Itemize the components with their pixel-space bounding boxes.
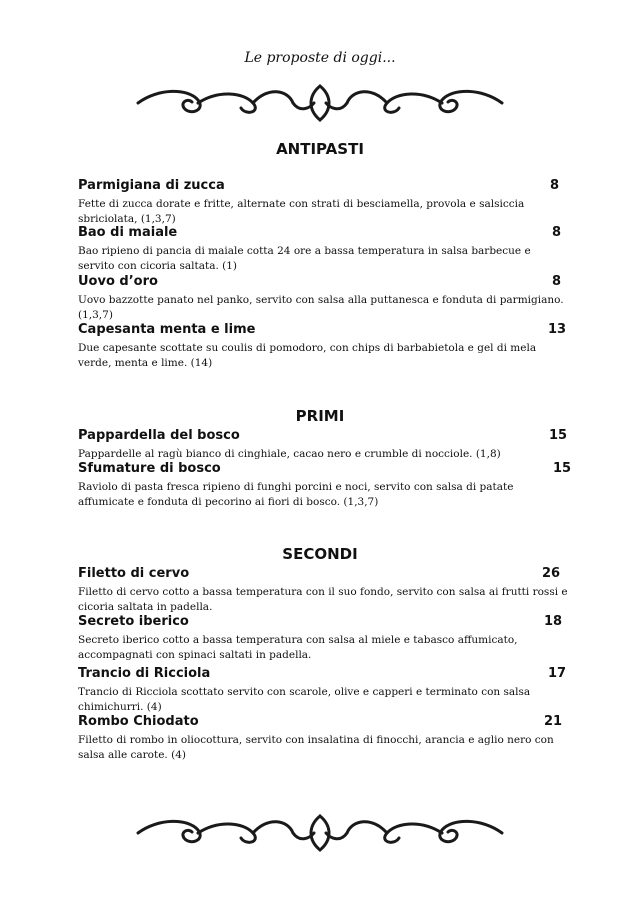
menu-item <box>78 714 568 763</box>
menu-item <box>78 461 572 510</box>
item-description: Trancio di Ricciola scottato servito con scarole, olive e capperi e terminato con salsa chimichurri. (4) <box>78 686 531 713</box>
item-description: Filetto di rombo in oliocottura, servito con insalatina di finocchi, arancia e aglio nero con salsa alle carote. (4) <box>78 734 554 761</box>
flourish-ornament-bottom <box>128 808 512 858</box>
menu-item <box>78 178 568 227</box>
item-price: 15 <box>553 461 572 476</box>
section-title-primi: PRIMI <box>295 407 345 425</box>
item-name: Rombo Chiodato <box>78 714 199 729</box>
menu-item <box>78 274 568 323</box>
menu-item <box>78 225 568 274</box>
item-name: Bao di maiale <box>78 225 178 240</box>
section-title-secondi: SECONDI <box>282 545 358 563</box>
item-price: 8 <box>550 178 560 193</box>
item-description: Secreto iberico cotto a bassa temperatura con salsa al miele e tabasco affumicato, accompagnati con spinaci saltati in padella. <box>78 634 518 661</box>
item-name: Filetto di cervo <box>78 566 190 581</box>
item-price: 15 <box>549 428 568 443</box>
item-description: Due capesante scottate su coulis di pomodoro, con chips di barbabietola e gel di mela verde, menta e lime. (14) <box>78 342 537 369</box>
menu-item <box>78 322 568 371</box>
menu-item <box>78 614 568 663</box>
item-description: Raviolo di pasta fresca ripieno di funghi porcini e noci, servito con salsa di patate affumicate e fonduta di pecorino ai fiori di bosco. (1,3,7) <box>78 481 514 508</box>
item-description: Pappardelle al ragù bianco di cinghiale, cacao nero e crumble di nocciole. (1,8) <box>78 448 501 460</box>
section-title-antipasti: ANTIPASTI <box>276 140 364 158</box>
menu-item <box>78 566 568 615</box>
item-price: 8 <box>552 225 562 240</box>
item-price: 18 <box>544 614 563 629</box>
menu-subtitle: Le proposte di oggi... <box>244 50 396 66</box>
item-description: Uovo bazzotte panato nel panko, servito con salsa alla puttanesca e fonduta di parmigiano. (1,3,7) <box>78 294 564 321</box>
item-price: 8 <box>552 274 562 289</box>
menu-item <box>78 666 568 715</box>
item-price: 17 <box>548 666 567 681</box>
item-name: Uovo d’oro <box>78 274 158 289</box>
item-price: 26 <box>542 566 561 581</box>
item-name: Parmigiana di zucca <box>78 178 225 193</box>
item-name: Pappardella del bosco <box>78 428 240 443</box>
menu-item <box>78 428 568 462</box>
item-description: Filetto di cervo cotto a bassa temperatura con il suo fondo, servito con salsa ai frutti rossi e cicoria saltata in padella. <box>78 586 568 613</box>
item-description: Fette di zucca dorate e fritte, alternate con strati di besciamella, provola e salsiccia sbriciolata, (1,3,7) <box>78 198 525 225</box>
flourish-ornament-top <box>128 78 512 128</box>
item-description: Bao ripieno di pancia di maiale cotta 24 ore a bassa temperatura in salsa barbecue e servito con cicoria saltata. (1) <box>78 245 531 272</box>
item-price: 13 <box>548 322 567 337</box>
item-name: Secreto iberico <box>78 614 189 629</box>
item-name: Capesanta menta e lime <box>78 322 256 337</box>
item-name: Trancio di Ricciola <box>78 666 211 681</box>
item-price: 21 <box>544 714 563 729</box>
item-name: Sfumature di bosco <box>78 461 221 476</box>
